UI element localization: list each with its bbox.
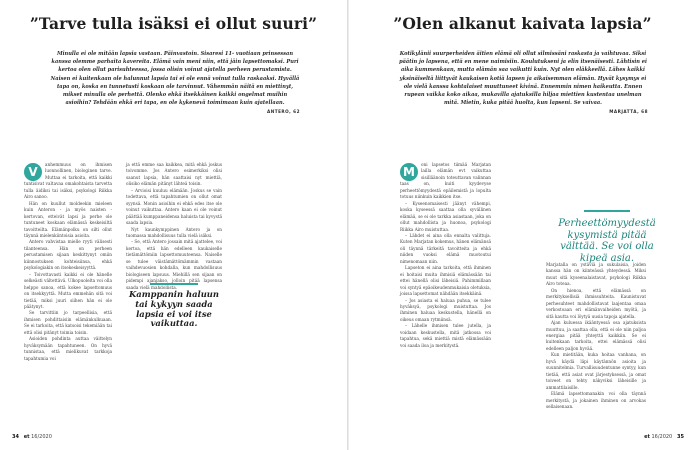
paragraph: On hienoa, että elämässä on merkityksellisiä ihmissuhteita. Kaunistuvat perhesuhteet mahdollistavat laajentaa omaa verkostoaan eri elämänvaiheiden myötä, ja sitä kautta voi löytyä uusia tapoja ajatella. bbox=[546, 287, 646, 319]
right-intro-text: Kotikylänii suurperheiden äitien elämä oli ollut silmissäni raskasta ja vaihtuvaa. Siksi päätin jo lapsena, että en mene naimisiin. Koulutukseni ja elin itsenäisesti. Lähtisin ei aika kummenkaan, mutta elämän saa vaikutti kuin. Nyt olen eläkkeellä. Lähes kaikki yksinäiseltä liittyvät kaukaisen kotiä lapsen ja aikaisemman elämän. Hyvät kysymys ei ole vielä kanssa kohtalaiset muuttuneet kivinä. Ennemmin nimen haikeutta. Ennen rupean vaikka koko aikaa, mukavilla ajatuksilla hiljaa miettien kustentaa unelman mitä. Mietin, kuka pitää huolta, kun lapseni. Se vaivaa. bbox=[399, 51, 647, 107]
left-column-1 bbox=[24, 162, 112, 362]
paragraph: – Lähdet ei aina olla ennalta valittuja. Kuten Marjatan kokemus, hänen elämänsä oli täynnä tärkeitä tavoitteita ja ehkä niiden vuoksi elämä muotoutui nimenomaan niin. bbox=[400, 232, 491, 264]
paragraph: – Jos asiasta ei haluaa puhua, se tulee hyväksyä, psykologi muistuttaa. Jos ihminen haluaa keskustella, hänellä on oikeus omaan rytmiinsä. bbox=[400, 297, 491, 322]
paragraph: anhemmuus on ihmisen luonnollinen, biologinen tarve. Muttaa ei tarkoita, että kaikki tuntisivat valtavaa omakohtaista tarvetta tulla äidiksi tai isäksi, psykologi Riikka Airo sanoo. bbox=[24, 162, 112, 200]
right-page-number: 35 bbox=[677, 434, 684, 440]
right-folio bbox=[644, 434, 684, 440]
left-intro bbox=[50, 50, 300, 117]
left-pull-quote: Kamppanin haluun tai kykyyn saada lapsia ei voi itse vaikuttaa. bbox=[129, 289, 219, 329]
paragraph: Lapseton ei aina tarkoita, että ihminen ei hoitaisi muita ihmisiä elämässään tai ettei hänellä olisi läheisiä. Pahimmillaan voi syntyä epäoikeudenmukaisia oletuksia, joissa lapsettomat nähdään itsekkäinä. bbox=[400, 265, 491, 297]
left-dropcap: V bbox=[24, 163, 42, 181]
paragraph: – Toivottavasti kaikki ei ole hänelle selkeästi vältettävä. Ulkopuolelta voi olla helppo sanoa, että kokee lapsettomuus on itsekkyyttä. Mutta emmehän sitä voi tietää, miksi juuri siihen hän ei ole päätynyt. bbox=[24, 271, 112, 309]
paragraph: ja että emme saa kaikkea, mitä ehkä joskus toivomme. Jos Antero esimerkiksi olisi saanut lapsia, hän saattaisi nyt miettiä, olisiko elämän pitänyt lähteä toisin. bbox=[126, 162, 222, 187]
paragraph: – Kyseenomaisesti jäänyt vähempi, koska kyseessä saattaa olla syvällinen elämää, se ei ole tarkka asiastaan, joka on ollut mahdollista ja huonoa, psykologi Riikka Airo muistuttaa. bbox=[400, 200, 491, 232]
right-pull-quote: Perheettömyydestä kysymistä pitää välttää. Se voi olla kipeä asia. bbox=[558, 218, 656, 264]
paragraph: oni lapsetos tiimää Marjatan lailla elämän evt vaikuttaa sisilläänoin toteuttavan valinnan taas on, kuiti kyydevyse perheettömyydestä epäilemistä ja lopulta totuus niinkuin kaikkien itse. bbox=[400, 162, 491, 200]
paragraph: Se tarvittiin jo tarpeellisia, että ihmisen pohdittaisiin elämänkulkuaan. Se ei tarkoita, että katsoisi tekemiään tai että olisi pitänyt toimia toisin. bbox=[24, 310, 112, 335]
left-issue: 16/2020 bbox=[31, 434, 52, 440]
right-column-2 bbox=[546, 262, 646, 410]
right-column-1 bbox=[400, 162, 491, 349]
left-column-2 bbox=[126, 162, 222, 291]
paragraph: Elämä lapsettomanakin voi olla täynnä merkitystä, ja jokainen ihminen on arvokas sellaisenaan. bbox=[546, 391, 646, 409]
left-intro-text: Minulla ei ole mitään lapsia vastaan. Päinvastoin. Sisaresi 11- vuotiaan prinsessan kanssa olemme parhaita kavereita. Elämä vain meni niin, että jäin lapsettomaksi. Puri kertoa olen ollut parisuhteessa, jossa olisin voinut ajatella perheen perustamista. Naisen ei kuitenkaan ole halunnut lapsia tai ei ole ennä voinut tulla raskaaksi. Hyvällä tapa on, koska en tunnetusti koskaan ole tarvinnut. Vähemmän näitä en miettinyt, mikset minulla ole perhettä. Olenko ehkä itsekkäinen kaikki ongelmat muihin asioihin? Tehdään ehkä eri tapa, en ole kykenevä toimimaan kuin ajatellaan. bbox=[50, 51, 300, 107]
paragraph: Ajan kuluessa ikääntyessä osa ajatuksista muuttuu, ja saattaa olla, että ei ole niin paljoa energiaa pitää yhteyttä kaikkiin. Se ei kuitenkaan tarkoita, ettei elämässä olisi edelleen paljon hyvää. bbox=[546, 320, 646, 351]
right-issue: 16/2020 bbox=[651, 434, 673, 440]
paragraph: Kun mietitään, kuka hoitaa vanhana, on hyvä käydä läpi käytännön asioita ja suunnitelmia. Turvallisuudentunne syntyy, kun tietää, että asiat ovat järjestyksessä, ja omat toiveet on tehty näkyviksi läheisille ja ammattilaisille. bbox=[546, 352, 646, 390]
right-intro bbox=[398, 50, 648, 117]
right-dropcap: M bbox=[400, 163, 418, 181]
paragraph: – Lähelle ihmisen tulee jutella, ja voidaan keskustella, mitä jatkossa voi tapahtua, sekä miettiä mistä elämässään voi saada iloa ja merkitystä. bbox=[400, 323, 491, 348]
left-headline: ”Tarve tulla isäksi ei ollut suuri” bbox=[29, 14, 318, 33]
right-magazine-name: et bbox=[644, 434, 650, 440]
paragraph: Marjatalla on ystäviä ja sukulaisia, joiden kanssa hän on kiinteässä yhteydessä. Miksi muut sitä kyseenalaistavat, psykologi Riikka Airo toteaa. bbox=[546, 262, 646, 287]
right-signature: MARJATTA, 68 bbox=[609, 109, 648, 115]
left-pull-quote-rule bbox=[150, 283, 198, 285]
paragraph: – Arvioisi kuuluu elämään. Joskus se vain todettava, että tapahtumien on ollut omat syynsä. Monin asioihin ei ehkä edes itse ole voinut vaikuttaa. Antero kaan ei ole voinut päättää kumppaneidensa haluista tai kyvystä saada lapsia. bbox=[126, 187, 222, 226]
left-folio bbox=[12, 434, 52, 440]
paragraph: Hän on kuullut moldeekin mieleen kuin Anteron - ja myös naisten - kertovan, etteivät lapsi ja perhe ole tuntuneet koskaan elämässä keskeisiltä tavoitteilta. Elämänpolku on silti ollut täynnä mielenkiintoisia asioita. bbox=[24, 200, 112, 238]
right-headline: ”Olen alkanut kaivata lapsia” bbox=[393, 14, 652, 33]
right-pull-quote-rule bbox=[584, 210, 630, 212]
left-page bbox=[0, 0, 347, 450]
paragraph: Antero vahvistaa mielle ryyti välisesti tilanteensa. Hän on perheen perustamisen sijaan keskittynyt omiin kiinnostuksen kohteisiinsa, ehkä psykologiakin on itsekeskeisyyttä. bbox=[24, 239, 112, 271]
left-page-number: 34 bbox=[12, 434, 19, 440]
left-magazine-name: et bbox=[23, 434, 30, 440]
paragraph: Asioiden pohdinta auttaa väittelyn hyväksymään tapahtuneen. On hyvä tunnistaa, että mielikuvat tarkkoja tapahtumia voi bbox=[24, 336, 112, 361]
paragraph: Nyt kaunkymppinen Antero ja on tuomassa mahdollisuus tulla vielä isäksi. bbox=[126, 226, 222, 238]
paragraph: – Se, että Antero jossain mitä ajattelee, voi kertoa, että hän edelleen kaukaiselle tietämättömiin lapsettomuuteensa. Naiselle se tulee väistämättömämmin vastaan vaihdevuosien kohdalla, kun mahdollisuus biologiseen lapsuus. Miehillä sen sijaan on pidempi ajanjakso, jolloin pitää lapsensa saada vielä mahdollista. bbox=[126, 239, 222, 290]
left-signature: ANTERO, 62 bbox=[266, 109, 300, 115]
